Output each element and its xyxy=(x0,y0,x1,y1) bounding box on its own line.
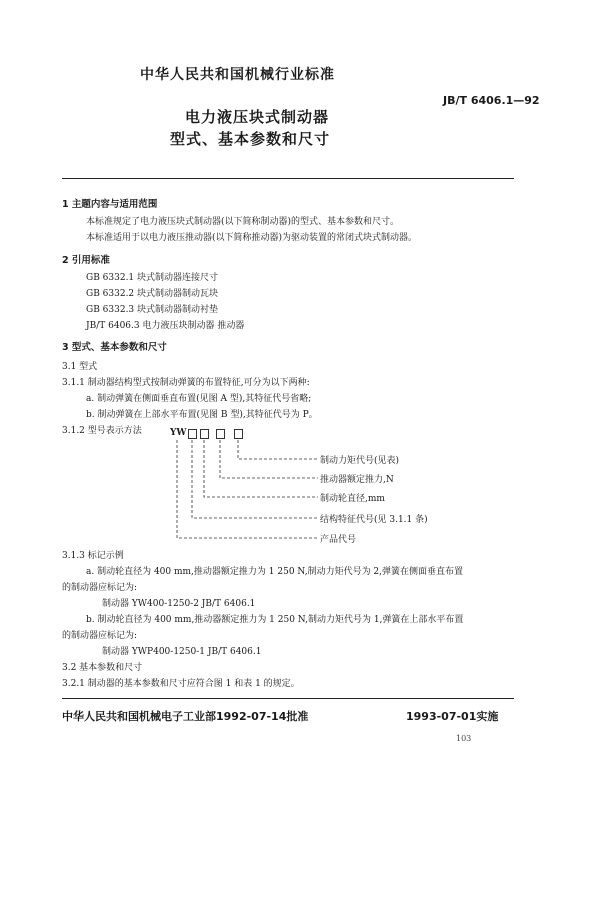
reference-item: JB/T 6406.3 电力液压块制动器 推动器 xyxy=(86,321,245,331)
document-title-line2: 型式、基本参数和尺寸 xyxy=(170,130,331,148)
diagram-label-thrust: 推动器额定推力,N xyxy=(320,475,394,485)
example-a-line2: 的制动器应标记为: xyxy=(62,583,138,593)
reference-item: GB 6332.1 块式制动器连接尺寸 xyxy=(86,273,219,283)
implementation-date: 1993-07-01实施 xyxy=(406,710,499,723)
example-a-line1: a. 制动轮直径为 400 mm,推动器额定推力为 1 250 N,制动力矩代号为 2,弹簧在侧面垂直布置 xyxy=(86,567,464,577)
example-a-mark: 制动器 YW400-1250-2 JB/T 6406.1 xyxy=(102,599,256,609)
section-3-heading: 3 型式、基本参数和尺寸 xyxy=(62,342,167,353)
issuer-header: 中华人民共和国机械行业标准 xyxy=(140,67,335,83)
footer-separator xyxy=(62,698,514,699)
reference-item: GB 6332.2 块式制动器制动瓦块 xyxy=(86,289,219,299)
diagram-label-structure: 结构特征代号(见 3.1.1 条) xyxy=(320,515,428,525)
section-2-heading: 2 引用标准 xyxy=(62,255,110,266)
clause-3-1-2: 3.1.2 型号表示方法 xyxy=(62,426,142,436)
document-title-line1: 电力液压块式制动器 xyxy=(185,108,330,126)
section-1-paragraph-2: 本标准适用于以电力液压推动器(以下简称推动器)为驱动装置的常闭式块式制动器。 xyxy=(86,233,418,243)
clause-3-2: 3.2 基本参数和尺寸 xyxy=(62,663,143,673)
example-b-line1: b. 制动轮直径为 400 mm,推动器额定推力为 1 250 N,制动力矩代号为 1,弹簧在上部水平布置 xyxy=(86,615,464,625)
reference-item: GB 6332.3 块式制动器制动衬垫 xyxy=(86,305,219,315)
diagram-label-product-code: 产品代号 xyxy=(320,535,357,545)
diagram-label-wheel-diameter: 制动轮直径,mm xyxy=(320,494,385,504)
clause-3-1-1: 3.1.1 制动器结构型式按制动弹簧的布置特征,可分为以下两种: xyxy=(62,378,310,388)
model-prefix: YW xyxy=(170,428,187,438)
example-b-mark: 制动器 YWP400-1250-1 JB/T 6406.1 xyxy=(102,647,262,657)
clause-3-1-1-b: b. 制动弹簧在上部水平布置(见图 B 型),其特征代号为 P。 xyxy=(86,410,318,420)
diagram-label-torque: 制动力矩代号(见表) xyxy=(320,456,400,466)
clause-3-2-1: 3.2.1 制动器的基本参数和尺寸应符合图 1 和表 1 的规定。 xyxy=(62,679,300,689)
clause-3-1-1-a: a. 制动弹簧在侧面垂直布置(见图 A 型),其特征代号省略; xyxy=(86,394,312,404)
page-number: 103 xyxy=(456,734,472,743)
section-1-heading: 1 主题内容与适用范围 xyxy=(62,199,158,210)
clause-3-1: 3.1 型式 xyxy=(62,362,98,372)
clause-3-1-3: 3.1.3 标记示例 xyxy=(62,551,124,561)
example-b-line2: 的制动器应标记为: xyxy=(62,631,138,641)
approval-statement: 中华人民共和国机械电子工业部1992-07-14批准 xyxy=(62,710,309,723)
section-1-paragraph-1: 本标准规定了电力液压块式制动器(以下简称制动器)的型式、基本参数和尺寸。 xyxy=(86,217,400,227)
standard-code: JB/T 6406.1—92 xyxy=(443,94,540,107)
